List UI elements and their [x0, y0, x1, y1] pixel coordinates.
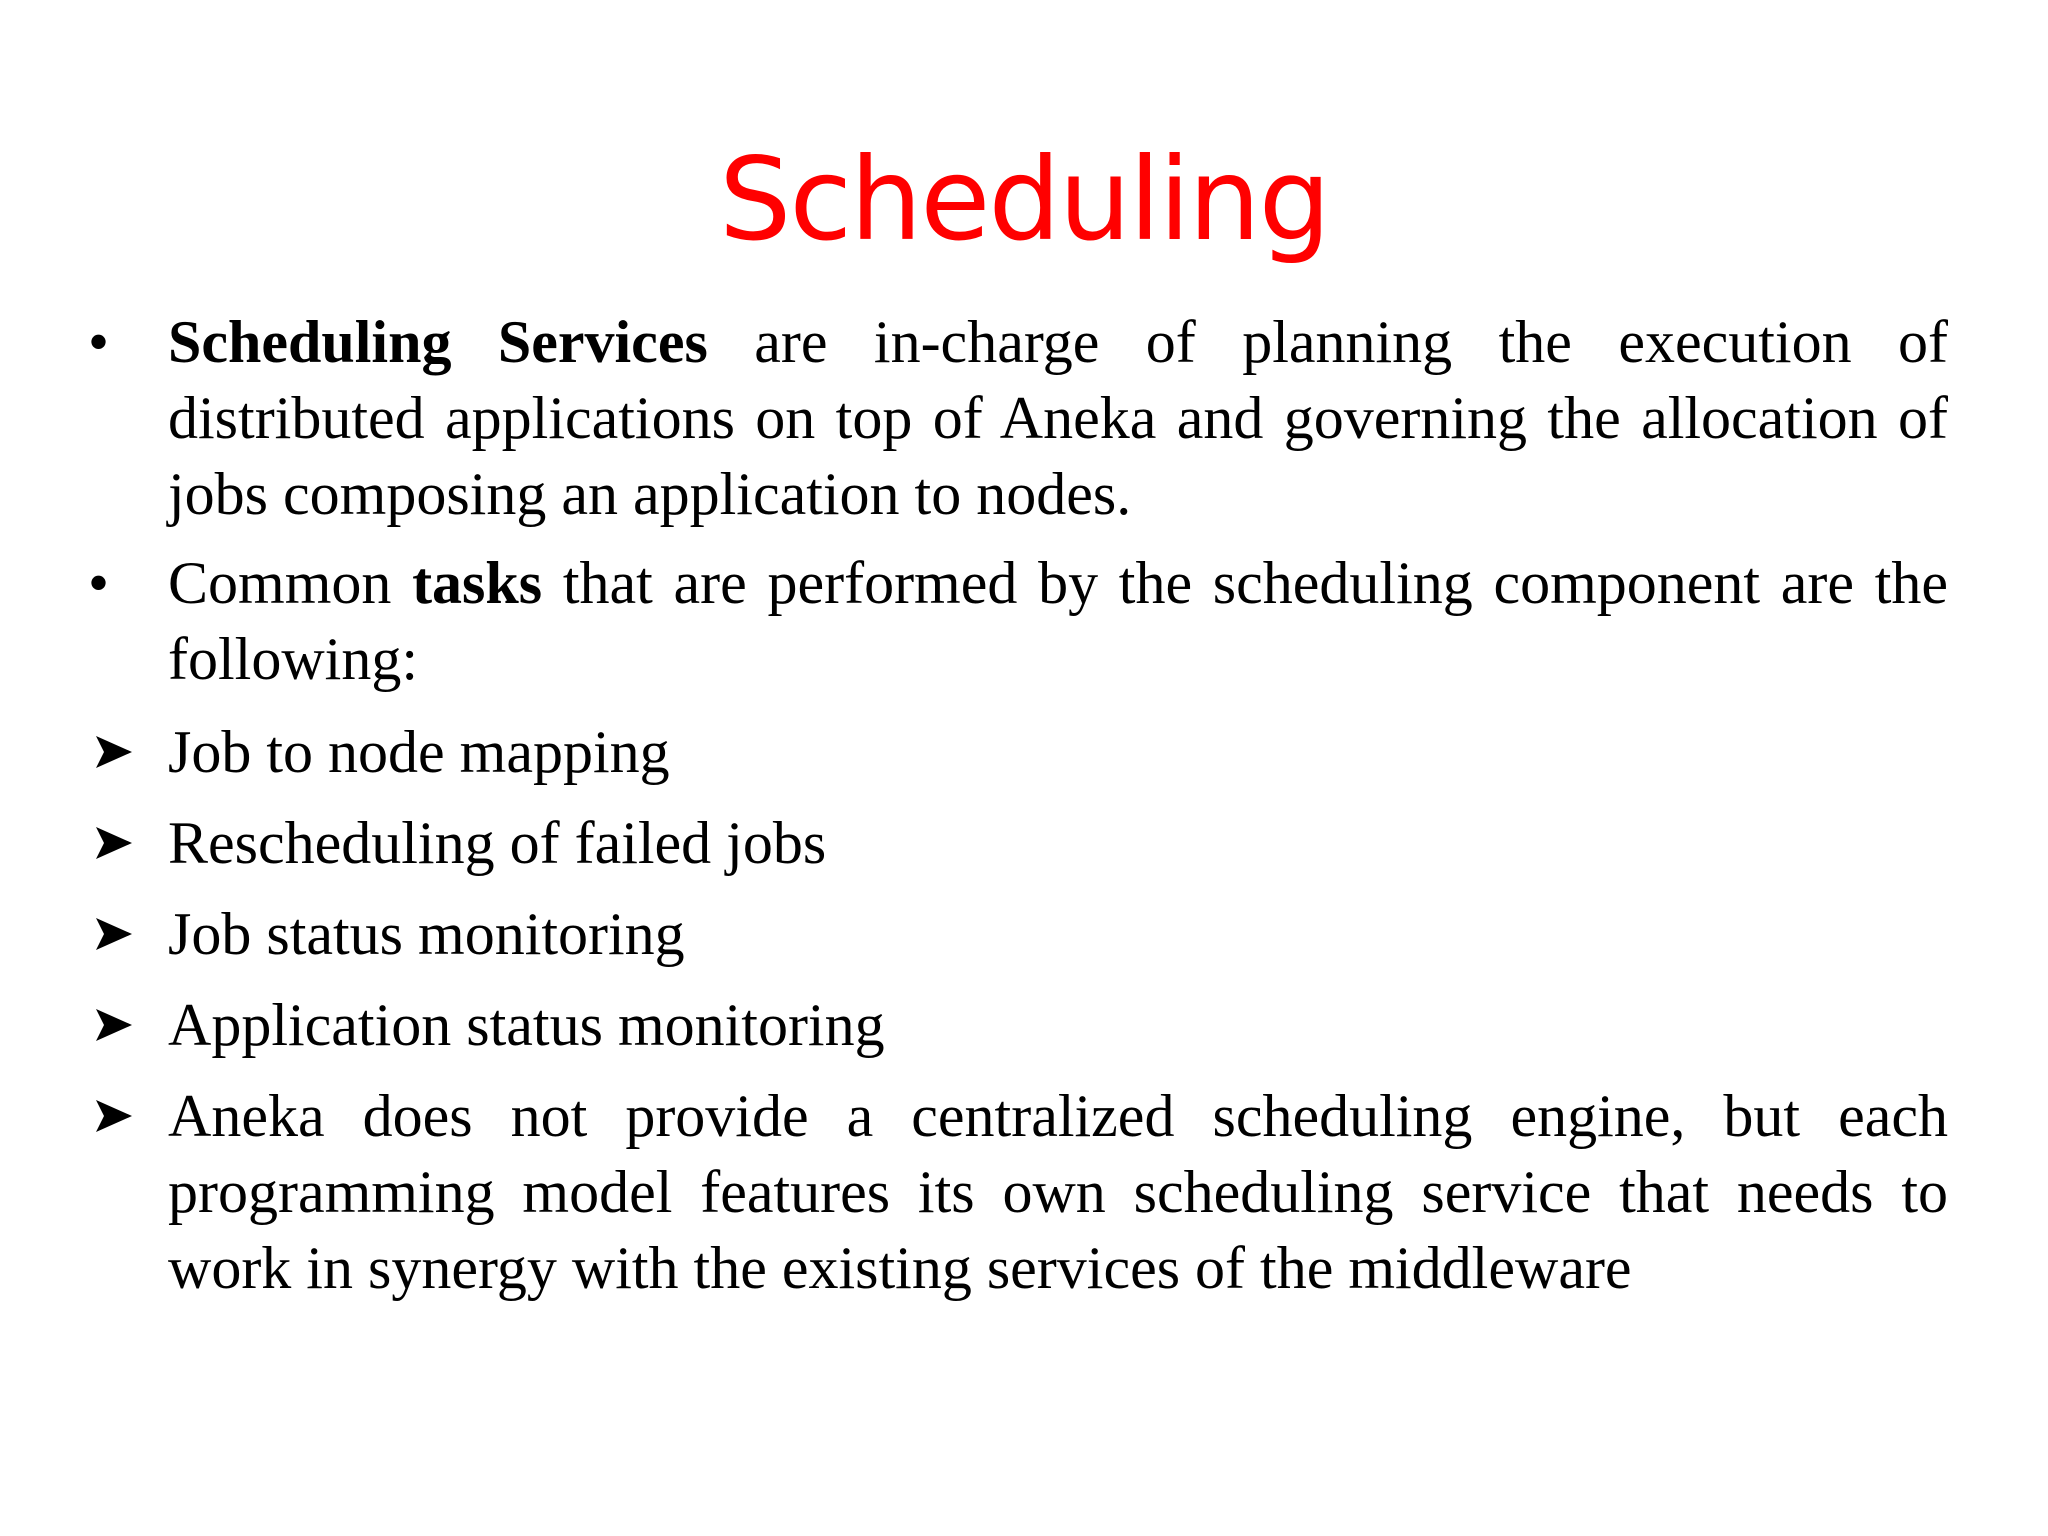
arrowhead-icon	[92, 1078, 136, 1154]
bullet-dot-icon: •	[88, 550, 110, 616]
bullet-tail: that are performed by the scheduling component are the following:	[168, 550, 1949, 692]
list-item-rescheduling: Rescheduling of failed jobs	[168, 810, 827, 876]
list-item-aneka-scheduling: Aneka does not provide a centralized scheduling engine, but each programming model features its own scheduling service that needs to work in synergy with the existing services of the middleware	[168, 1083, 1948, 1301]
arrowhead-icon	[92, 714, 136, 790]
bullet-lead: Common	[168, 550, 413, 616]
list-item-application-status: Application status monitoring	[168, 992, 885, 1058]
bullet-text: are in-charge of planning the execution of distributed applications on top of Aneka and governing the allocation of jobs composing an application to nodes.	[168, 309, 1948, 527]
bullet-common-tasks	[168, 545, 1948, 697]
slide-title: Scheduling	[718, 133, 1329, 266]
bullet-scheduling-services	[168, 304, 1948, 532]
list-item-job-to-node: Job to node mapping	[168, 719, 670, 785]
arrowhead-icon	[92, 987, 136, 1063]
arrowhead-icon	[92, 805, 136, 881]
bullet-dot-icon: •	[88, 309, 110, 375]
bullet-bold-lead: Scheduling Services	[168, 309, 708, 375]
arrowhead-icon	[92, 896, 136, 972]
list-item-job-status: Job status monitoring	[168, 901, 685, 967]
bullet-bold-tasks: tasks	[412, 550, 543, 616]
